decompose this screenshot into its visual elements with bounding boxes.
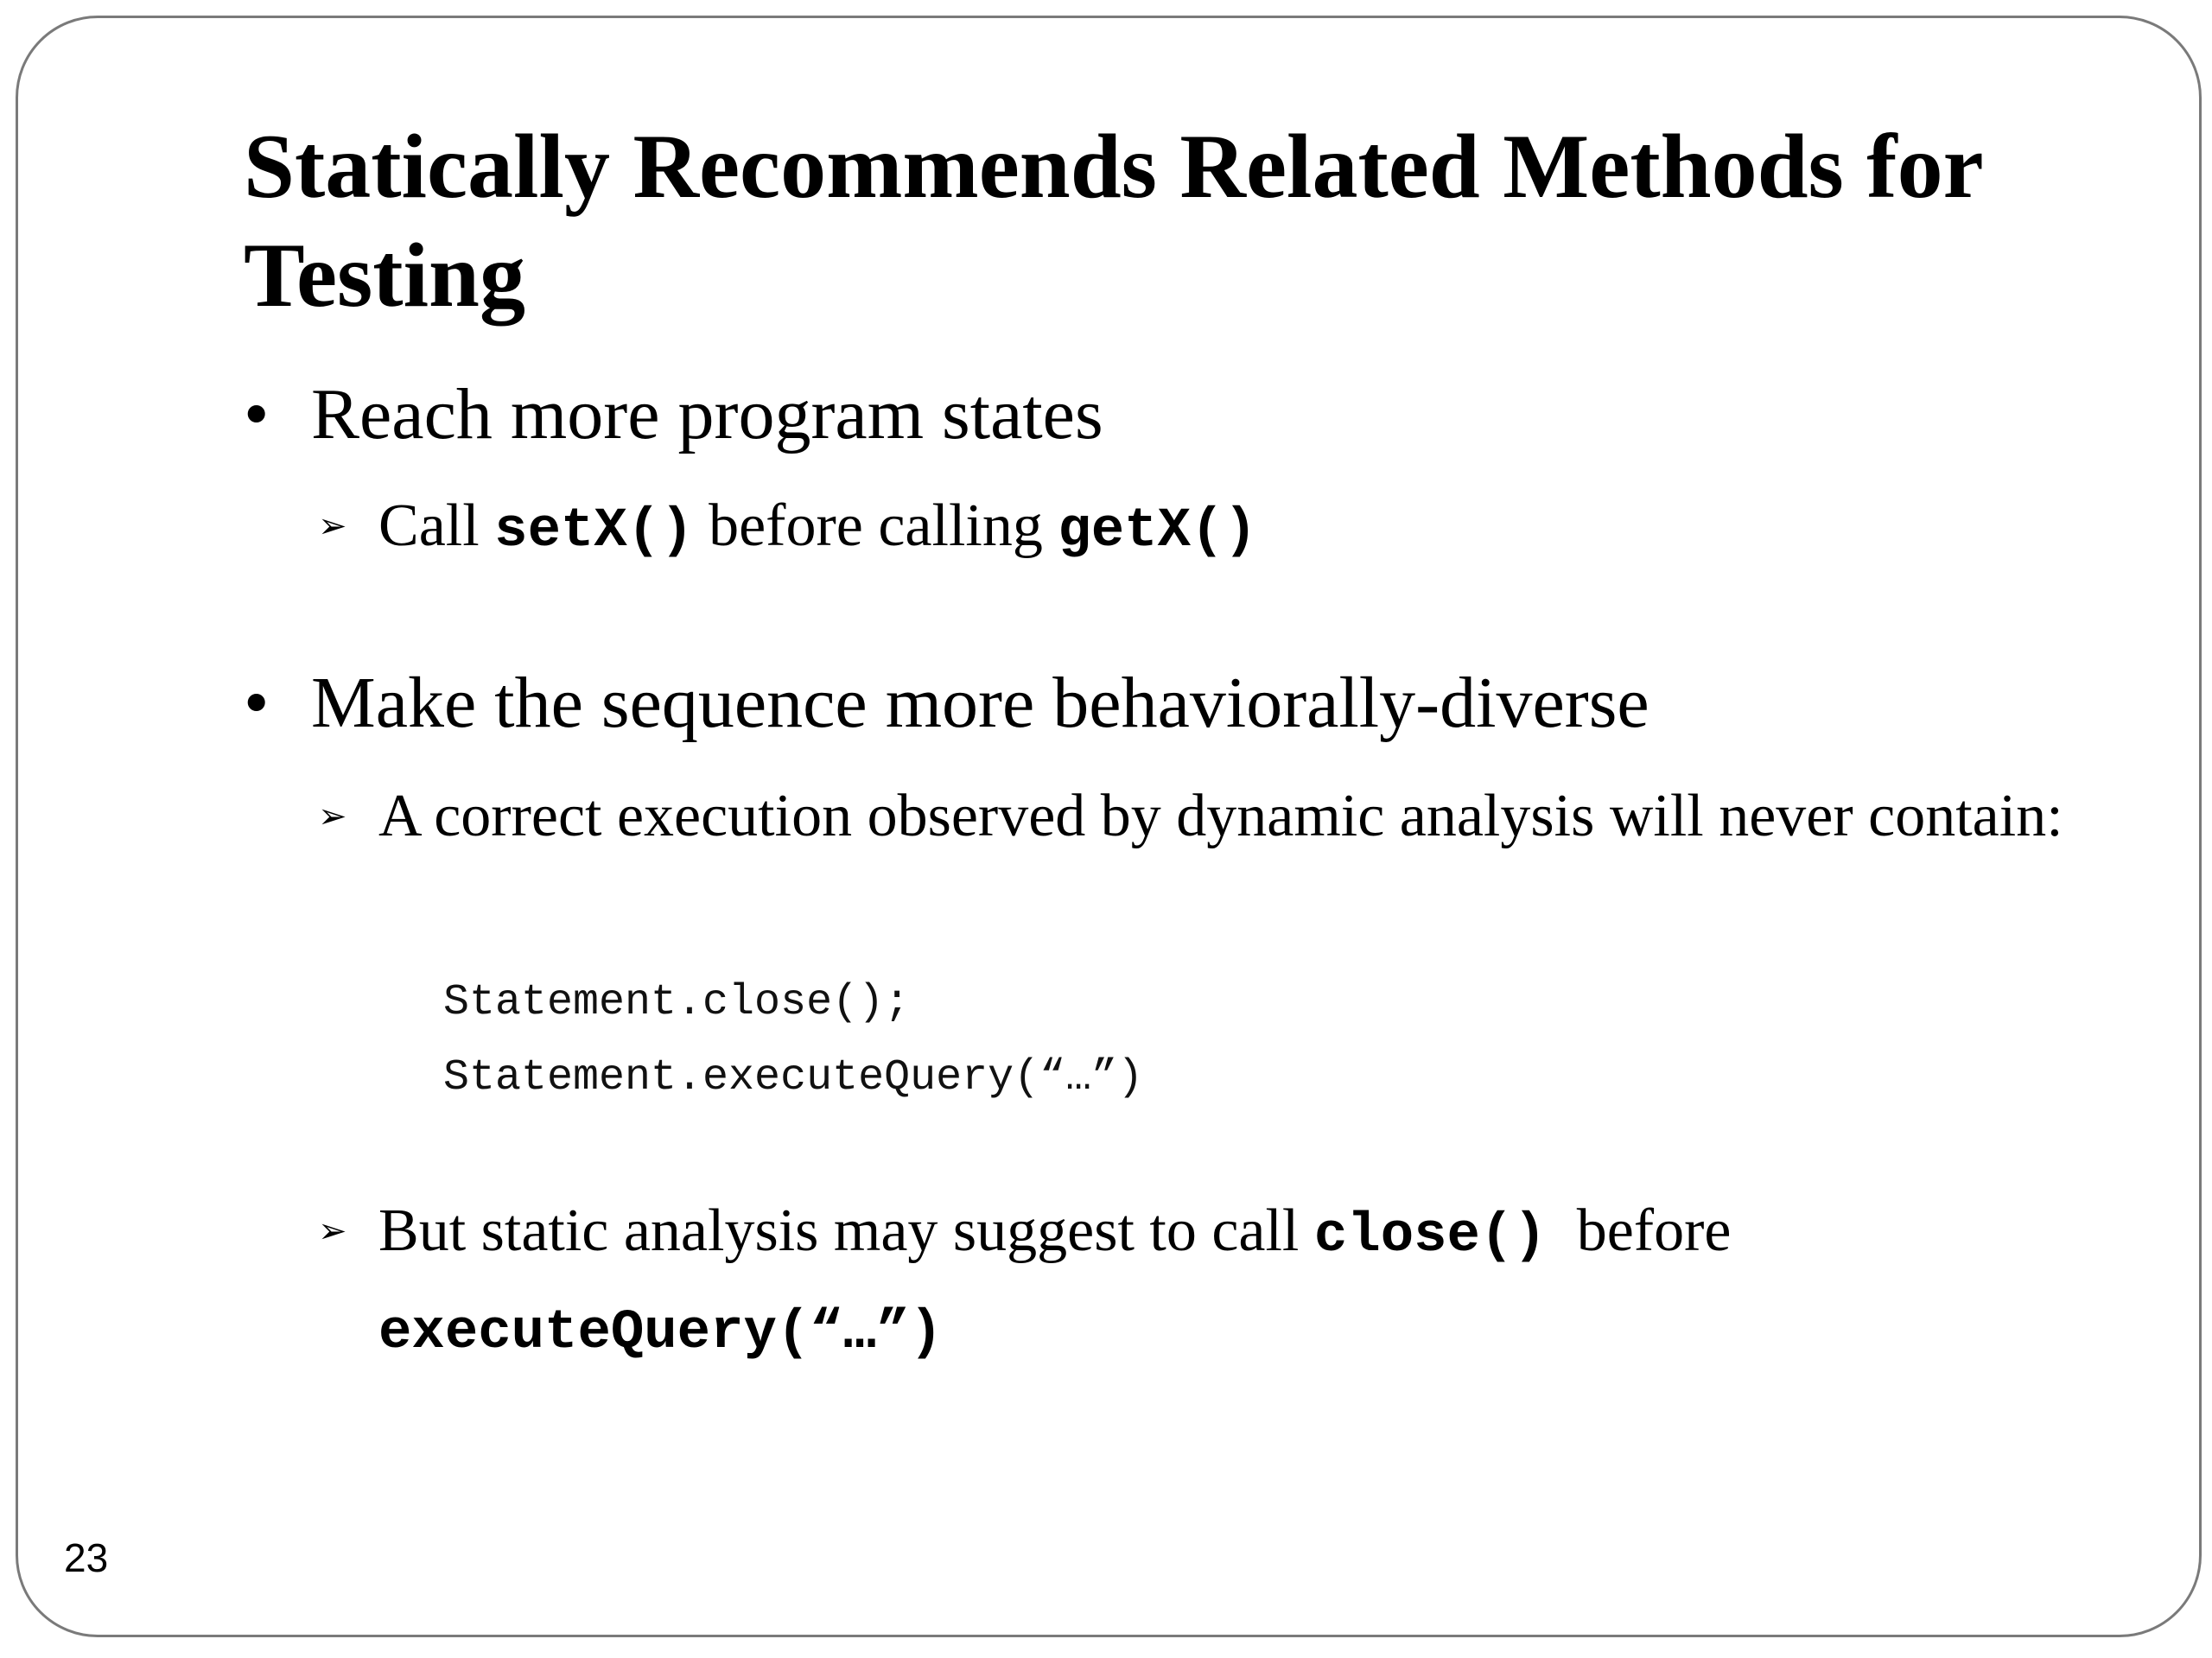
bullet-reach-more-states <box>244 372 1103 458</box>
sub-bullet-text <box>318 1185 2133 1379</box>
sub-bullet-text: A correct execution observed by dynamic analysis will never contain: <box>378 783 2063 849</box>
text-but-static: But static analysis may suggest to call <box>378 1197 1314 1264</box>
page-number: 23 <box>64 1535 109 1580</box>
arrow-bullet-icon: ➢ <box>318 1211 347 1250</box>
code-line-close: Statement.close(); <box>443 978 911 1027</box>
code-setx: setX() <box>494 500 694 562</box>
text-before-calling: before calling <box>693 492 1058 559</box>
code-getx: getX() <box>1058 500 1257 562</box>
sub-bullet-static-analysis <box>318 1185 2133 1379</box>
slide-title: Statically Recommends Related Methods for Testing <box>244 116 1982 326</box>
text-call: Call <box>378 492 495 559</box>
sub-bullet-call-setx <box>318 480 2133 577</box>
sub-bullet-text <box>318 480 2133 577</box>
arrow-bullet-icon: ➢ <box>318 797 347 835</box>
text-before: before <box>1546 1197 1746 1264</box>
arrow-bullet-icon: ➢ <box>318 506 347 545</box>
bullet-text: Make the sequence more behaviorally-diverse <box>311 663 1649 743</box>
bullet-dot-icon: • <box>244 374 270 454</box>
bullet-behaviorally-diverse <box>244 660 1649 746</box>
code-line-execute-query: Statement.executeQuery(“…”) <box>443 1053 1144 1102</box>
code-close: close() <box>1313 1205 1547 1267</box>
sub-bullet-correct-execution <box>318 771 2133 862</box>
bullet-dot-icon: • <box>244 663 270 743</box>
bullet-text: Reach more program states <box>311 374 1103 454</box>
code-execute-query: executeQuery(“…”) <box>378 1302 943 1364</box>
